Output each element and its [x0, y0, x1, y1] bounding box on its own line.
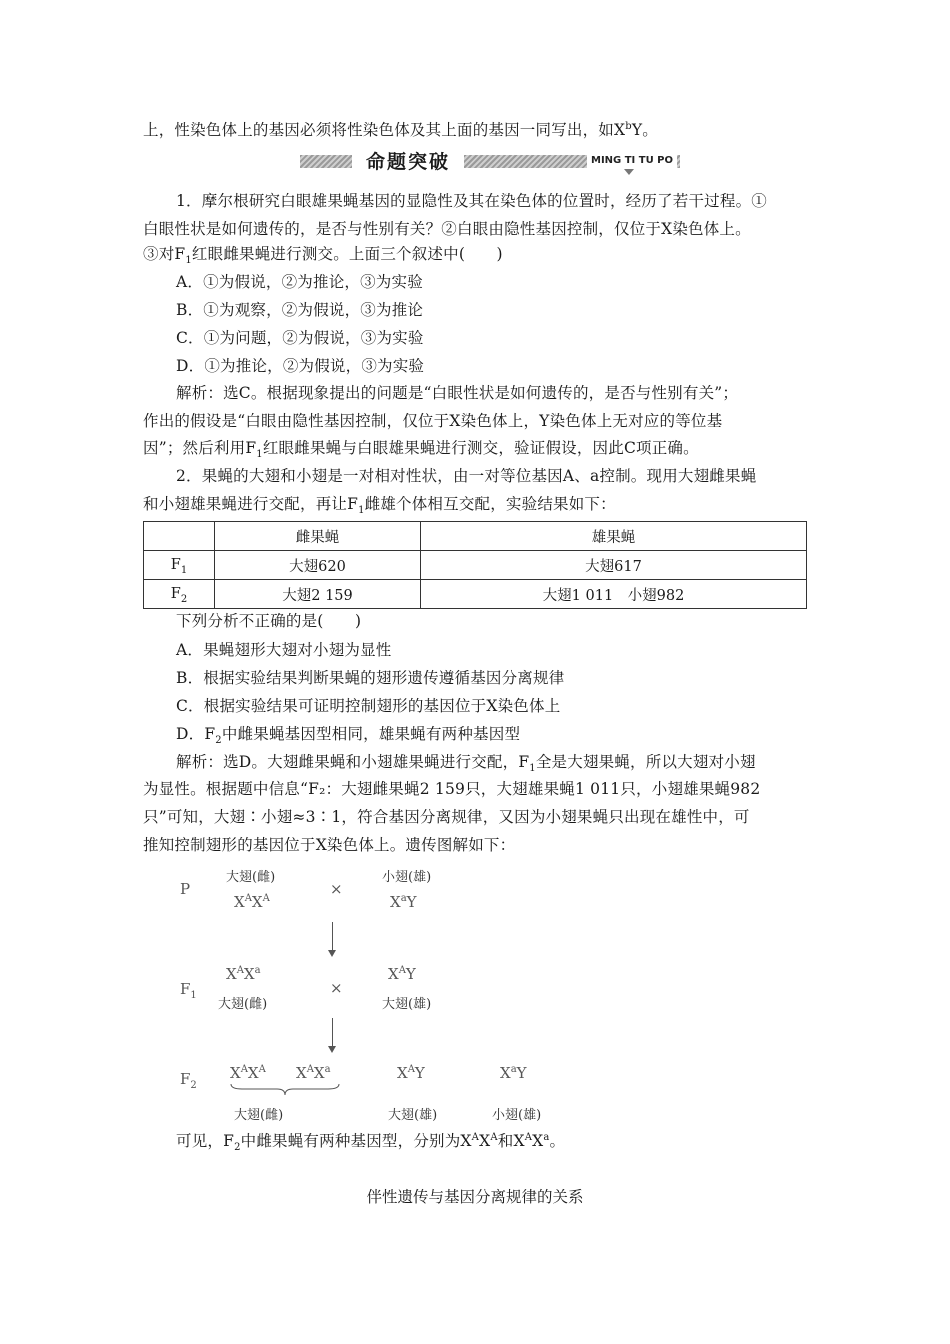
conclusion-mid: X [479, 1132, 491, 1150]
q1-option-c: C．①为问题，②为假说，③为实验 [176, 329, 424, 347]
q1-option-b: B．①为观察，②为假说，③为推论 [176, 301, 424, 319]
p-female-genotype [234, 893, 270, 911]
q2-analysis-3: 只”可知，大翅∶小翅≈3∶1，符合基因分离规律，又因为小翅果蝇只出现在雄性中，可 [143, 808, 750, 826]
gene-x: X [500, 1064, 511, 1082]
gen-sub: 2 [190, 1080, 197, 1091]
allele-sup: A [262, 893, 270, 904]
gene-x: X [247, 1064, 259, 1082]
allele-sup: a [510, 1064, 517, 1075]
gene-x: X [251, 893, 263, 911]
q2-analysis-1b: 全是大翅果蝇，所以大翅对小翅 [535, 753, 756, 771]
q2-option-b: B．根据实验结果判断果蝇的翅形遗传遵循基因分离规律 [176, 669, 565, 687]
q1-line-3b: 红眼雌果蝇进行测交。上面三个叙述中( ) [191, 245, 503, 263]
table-row [144, 551, 807, 580]
top-line-sup: b [625, 120, 632, 132]
f1-label [180, 980, 197, 1001]
arrow-down-icon [332, 1018, 333, 1051]
q1-option-d: D．①为推论，②为假说，③为实验 [176, 357, 425, 375]
table-cell-gen [144, 551, 215, 580]
conclusion-b: 中雌果蝇有两种基因型，分别为X [240, 1132, 472, 1150]
table-header-cell [144, 522, 215, 551]
q2-option-c: C．根据实验结果可证明控制翅形的基因位于X染色体上 [176, 697, 561, 715]
q1-analysis-1: 解析：选C。根据现象提出的问题是“白眼性状是如何遗传的，是否与性别有关”； [176, 384, 739, 402]
q1-line-3-sub: 1 [185, 255, 192, 267]
banner-triangle-icon [624, 169, 634, 175]
f2-female-label: 大翅(雌) [234, 1108, 284, 1123]
gen-label: F [170, 586, 181, 602]
f1-male-genotype [388, 965, 416, 983]
q2-option-d-a: D．F [176, 725, 216, 743]
q2-stem: 下列分析不正确的是( ) [176, 612, 362, 630]
conclusion-c: 和X [497, 1132, 525, 1150]
gene-x: X [397, 1064, 408, 1082]
q2-line-2 [143, 494, 808, 517]
f2-male-small-label: 小翅(雄) [492, 1108, 542, 1123]
conclusion-sup: a [543, 1131, 550, 1143]
q2-analysis-1a: 解析：选D。大翅雌果蝇和小翅雄果蝇进行交配，F [176, 753, 530, 771]
gene-x: X [390, 893, 401, 911]
table-header-cell: 雌果蝇 [215, 522, 421, 551]
gen-sub: 1 [180, 564, 188, 576]
gene-x: X [296, 1064, 307, 1082]
results-table [143, 521, 807, 609]
allele-sup: A [236, 965, 244, 976]
q1-analysis-3-sub: 1 [256, 449, 263, 461]
q1-option-a: A．①为假说，②为推论，③为实验 [176, 273, 423, 291]
q2-analysis-1-sub: 1 [529, 763, 536, 775]
conclusion-d: X [532, 1132, 544, 1150]
section-title: 伴性遗传与基因分离规律的关系 [366, 1188, 584, 1206]
gene-x: X [243, 965, 255, 983]
table-cell-gen [144, 580, 215, 609]
q1-line-3a: ③对F [143, 245, 186, 263]
q2-analysis-1 [176, 752, 841, 775]
gene-y: Y [414, 1064, 425, 1082]
q1-line-2: 白眼性状是如何遗传的，是否与性别有关？②白眼由隐性基因控制，仅位于X染色体上。 [143, 220, 751, 238]
gene-y: Y [516, 1064, 527, 1082]
f1-male-label: 大翅(雄) [382, 997, 432, 1012]
gene-y: Y [406, 893, 417, 911]
banner-title: 命题突破 [352, 149, 464, 175]
allele-sup: A [240, 1064, 248, 1075]
f2-male-big-label: 大翅(雄) [388, 1108, 438, 1123]
allele-sup: a [254, 965, 261, 976]
conclusion-line [176, 1131, 841, 1154]
f2-label [180, 1070, 197, 1091]
table-cell-male: 大翅617 [421, 551, 807, 580]
conclusion-sup: A [490, 1131, 498, 1143]
gen-sub: 2 [180, 593, 188, 605]
banner-stripe-left [300, 155, 352, 168]
p-cross-icon: × [330, 880, 343, 898]
allele-sup: A [258, 1064, 266, 1075]
table-cell-male: 大翅1 011 小翅982 [421, 580, 807, 609]
f2-genotype-xaxa [230, 1064, 266, 1082]
p-male-genotype [390, 893, 417, 911]
top-line-text: 上，性染色体上的基因必须将性染色体及其上面的基因一同写出，如X [143, 121, 626, 139]
allele-sup: a [400, 893, 407, 904]
conclusion-sub: 2 [234, 1142, 241, 1154]
p-label: P [180, 880, 191, 898]
conclusion-a: 可见，F [176, 1132, 235, 1150]
p-male-label: 小翅(雄) [382, 870, 432, 885]
gene-y: Y [405, 965, 416, 983]
f1-female-label: 大翅(雌) [218, 997, 268, 1012]
gen-f: F [180, 980, 191, 998]
f2-genotype-xaxa-het [296, 1064, 331, 1082]
q1-analysis-2: 作出的假设是“白眼由隐性基因控制，仅位于X染色体上，Y染色体上无对应的等位基 [143, 412, 723, 430]
gene-x: X [230, 1064, 241, 1082]
q2-option-a: A．果蝇翅形大翅对小翅为显性 [176, 641, 392, 659]
f2-genotype-xay-small [500, 1064, 527, 1082]
gen-sub: 1 [190, 990, 197, 1001]
brace-icon [230, 1083, 340, 1097]
q1-analysis-3 [143, 438, 808, 461]
q1-line-3 [143, 244, 808, 267]
allele-sup: A [398, 965, 406, 976]
allele-sup: A [244, 893, 252, 904]
gene-x: X [234, 893, 245, 911]
table-cell-female: 大翅2 159 [215, 580, 421, 609]
top-line [143, 120, 808, 140]
q2-option-d [176, 724, 841, 747]
allele-sup: a [324, 1064, 331, 1075]
q2-analysis-4: 推知控制翅形的基因位于X染色体上。遗传图解如下： [143, 836, 516, 854]
allele-sup: A [306, 1064, 314, 1075]
q2-option-d-sub: 2 [215, 735, 222, 747]
q2-line-1: 2．果蝇的大翅和小翅是一对相对性状，由一对等位基因A、a控制。现用大翅雌果蝇 [176, 467, 757, 485]
conclusion-end: 。 [549, 1132, 566, 1150]
q1-analysis-3b: 红眼雌果蝇与白眼雄果蝇进行测交，验证假设，因此C项正确。 [262, 439, 699, 457]
banner-en: MING TI TU PO [587, 153, 677, 169]
conclusion-sup: A [524, 1131, 533, 1143]
q2-analysis-2: 为显性。根据题中信息“F₂：大翅雌果蝇2 159只，大翅雄果蝇1 011只，小翅雄果蝇982 [143, 780, 761, 798]
conclusion-sup: A [471, 1131, 480, 1143]
q2-line-2b: 雌雄个体相互交配，实验结果如下： [364, 495, 616, 513]
q2-line-2a: 和小翅雄果蝇进行交配，再让F [143, 495, 359, 513]
arrow-down-icon [332, 922, 333, 955]
gene-x: X [313, 1064, 325, 1082]
q2-line-2-sub: 1 [358, 505, 365, 517]
gen-label: F [170, 557, 181, 573]
table-header-cell: 雄果蝇 [421, 522, 807, 551]
q2-option-d-b: 中雌果蝇基因型相同，雄果蝇有两种基因型 [221, 725, 521, 743]
f1-cross-icon: × [330, 979, 343, 997]
allele-sup: A [407, 1064, 415, 1075]
top-line-end: Y。 [631, 121, 658, 139]
gen-f: F [180, 1070, 191, 1088]
gene-x: X [226, 965, 237, 983]
q1-line-1: 1．摩尔根研究白眼雄果蝇基因的显隐性及其在染色体的位置时，经历了若干过程。① [176, 192, 767, 210]
section-banner [300, 149, 680, 175]
gene-x: X [388, 965, 399, 983]
table-row [144, 580, 807, 609]
table-header-row [144, 522, 807, 551]
f2-genotype-xay [397, 1064, 425, 1082]
f1-female-genotype [226, 965, 261, 983]
table-cell-female: 大翅620 [215, 551, 421, 580]
p-female-label: 大翅(雌) [226, 870, 276, 885]
q1-analysis-3a: 因”；然后利用F [143, 439, 257, 457]
